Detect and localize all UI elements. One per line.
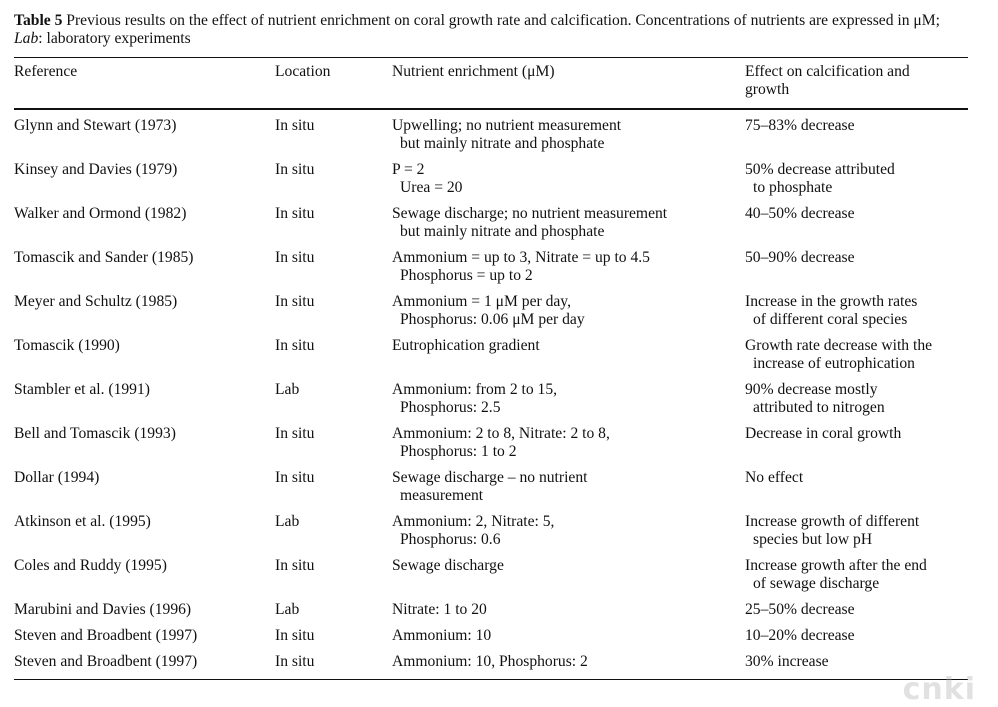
location-text: Lab <box>275 513 300 530</box>
nutrient-line2: but mainly nitrate and phosphate <box>400 134 605 152</box>
table-row <box>14 653 968 679</box>
caption-lab-definition: : laboratory experiments <box>38 30 191 47</box>
cell-reference <box>14 205 275 249</box>
location-text: In situ <box>275 249 315 266</box>
nutrient-line1: Sewage discharge; no nutrient measurement <box>392 205 668 222</box>
reference-text: Tomascik (1990) <box>14 337 120 354</box>
location-text: In situ <box>275 337 315 354</box>
table-row <box>14 469 968 513</box>
table-row <box>14 249 968 293</box>
cell-nutrient <box>392 653 745 679</box>
nutrient-line2: Phosphorus: 0.06 μM per day <box>400 310 585 328</box>
cell-reference <box>14 161 275 205</box>
nutrient-line2: Phosphorus: 0.6 <box>400 530 501 548</box>
cell-location <box>275 425 392 469</box>
nutrient-line1: Ammonium: 2 to 8, Nitrate: 2 to 8, <box>392 425 610 442</box>
cell-nutrient <box>392 513 745 557</box>
table-row <box>14 627 968 653</box>
nutrient-line1: Ammonium: 10 <box>392 627 492 644</box>
effect-line1: Increase in the growth rates <box>745 293 918 310</box>
cell-effect <box>745 249 968 293</box>
cell-nutrient <box>392 205 745 249</box>
table-row <box>14 293 968 337</box>
table-label: Table 5 <box>14 12 63 29</box>
cell-location <box>275 117 392 161</box>
cell-reference <box>14 249 275 293</box>
cell-effect <box>745 601 968 627</box>
cell-location <box>275 601 392 627</box>
header-nutrient: Nutrient enrichment (μM) <box>392 63 555 80</box>
effect-line1: Growth rate decrease with the <box>745 337 933 354</box>
nutrient-line1: Ammonium = 1 μM per day, <box>392 293 571 310</box>
reference-text: Atkinson et al. (1995) <box>14 513 151 530</box>
location-text: In situ <box>275 653 315 670</box>
table-row <box>14 425 968 469</box>
cell-reference <box>14 557 275 601</box>
cell-effect <box>745 557 968 601</box>
cell-nutrient <box>392 249 745 293</box>
location-text: In situ <box>275 469 315 486</box>
cell-nutrient <box>392 557 745 601</box>
effect-line2: species but low pH <box>753 530 873 548</box>
cell-reference <box>14 117 275 161</box>
reference-text: Steven and Broadbent (1997) <box>14 627 198 644</box>
reference-text: Walker and Ormond (1982) <box>14 205 187 222</box>
cell-effect <box>745 337 968 381</box>
cell-effect <box>745 627 968 653</box>
effect-line1: 75–83% decrease <box>745 117 855 134</box>
nutrient-line1: Upwelling; no nutrient measurement <box>392 117 622 134</box>
effect-line2: increase of eutrophication <box>753 354 915 372</box>
cell-nutrient <box>392 117 745 161</box>
cell-effect <box>745 161 968 205</box>
cell-nutrient <box>392 469 745 513</box>
reference-text: Steven and Broadbent (1997) <box>14 653 198 670</box>
caption-text: Previous results on the effect of nutrient enrichment on coral growth rate and calcification. Concentrations of nutrients are expressed in μM; <box>62 12 940 29</box>
top-rule <box>14 57 968 58</box>
header-location: Location <box>275 63 331 80</box>
nutrient-line2: Urea = 20 <box>400 178 463 196</box>
header-row <box>14 63 968 109</box>
table-row <box>14 205 968 249</box>
cell-location <box>275 205 392 249</box>
effect-line1: 50% decrease attributed <box>745 161 895 178</box>
cell-location <box>275 653 392 679</box>
nutrient-line2: measurement <box>400 486 484 504</box>
location-text: Lab <box>275 601 300 618</box>
cell-location <box>275 557 392 601</box>
location-text: In situ <box>275 293 315 310</box>
nutrient-line2: Phosphorus: 2.5 <box>400 398 501 416</box>
cell-reference <box>14 627 275 653</box>
table-body <box>14 109 968 679</box>
nutrient-line1: Eutrophication gradient <box>392 337 540 354</box>
cell-location <box>275 337 392 381</box>
cell-effect <box>745 513 968 557</box>
cell-nutrient <box>392 161 745 205</box>
effect-line1: 25–50% decrease <box>745 601 855 618</box>
effect-line2: attributed to nitrogen <box>753 398 885 416</box>
nutrient-line2: Phosphorus: 1 to 2 <box>400 442 517 460</box>
table-row <box>14 601 968 627</box>
cell-reference <box>14 381 275 425</box>
table-row <box>14 117 968 161</box>
reference-text: Bell and Tomascik (1993) <box>14 425 176 442</box>
effect-line1: Increase growth of different <box>745 513 920 530</box>
location-text: In situ <box>275 205 315 222</box>
effect-line1: 30% increase <box>745 653 829 670</box>
watermark-logo: cnki <box>902 672 976 707</box>
cell-nutrient <box>392 337 745 381</box>
location-text: In situ <box>275 425 315 442</box>
cell-nutrient <box>392 425 745 469</box>
bottom-rule <box>14 679 968 680</box>
table-row <box>14 557 968 601</box>
nutrient-line1: Sewage discharge <box>392 557 504 574</box>
cell-effect <box>745 469 968 513</box>
reference-text: Coles and Ruddy (1995) <box>14 557 167 574</box>
effect-line1: Increase growth after the end <box>745 557 927 574</box>
location-text: In situ <box>275 161 315 178</box>
cell-location <box>275 161 392 205</box>
cell-location <box>275 249 392 293</box>
cell-effect <box>745 381 968 425</box>
caption-lab-term: Lab <box>14 30 39 47</box>
cell-nutrient <box>392 293 745 337</box>
location-text: In situ <box>275 117 315 134</box>
cell-nutrient <box>392 601 745 627</box>
reference-text: Kinsey and Davies (1979) <box>14 161 178 178</box>
table-row <box>14 513 968 557</box>
cell-effect <box>745 425 968 469</box>
effect-line1: 10–20% decrease <box>745 627 855 644</box>
cell-reference <box>14 513 275 557</box>
nutrient-line1: Sewage discharge – no nutrient <box>392 469 588 486</box>
cell-location <box>275 513 392 557</box>
table-caption <box>14 12 970 48</box>
location-text: In situ <box>275 557 315 574</box>
effect-line2: to phosphate <box>753 178 833 196</box>
reference-text: Tomascik and Sander (1985) <box>14 249 194 266</box>
cell-effect <box>745 205 968 249</box>
cell-location <box>275 469 392 513</box>
cell-nutrient <box>392 627 745 653</box>
cell-location <box>275 381 392 425</box>
effect-line1: 50–90% decrease <box>745 249 855 266</box>
cell-reference <box>14 337 275 381</box>
cell-reference <box>14 653 275 679</box>
cell-reference <box>14 601 275 627</box>
reference-text: Dollar (1994) <box>14 469 100 486</box>
nutrient-line1: Ammonium: 10, Phosphorus: 2 <box>392 653 588 670</box>
cell-location <box>275 627 392 653</box>
nutrient-line1: Ammonium: 2, Nitrate: 5, <box>392 513 555 530</box>
reference-text: Marubini and Davies (1996) <box>14 601 192 618</box>
reference-text: Stambler et al. (1991) <box>14 381 150 398</box>
cell-nutrient <box>392 381 745 425</box>
effect-line2: of different coral species <box>753 310 908 328</box>
cell-effect <box>745 117 968 161</box>
nutrient-line2: Phosphorus = up to 2 <box>400 266 533 284</box>
header-effect-line2: growth <box>745 80 790 98</box>
cell-reference <box>14 469 275 513</box>
cell-effect <box>745 293 968 337</box>
header-effect-line1: Effect on calcification and <box>745 63 910 80</box>
cell-location <box>275 293 392 337</box>
effect-line1: 90% decrease mostly <box>745 381 878 398</box>
header-effect <box>745 63 968 109</box>
location-text: In situ <box>275 627 315 644</box>
results-table <box>14 63 968 679</box>
nutrient-line1: P = 2 <box>392 161 425 178</box>
nutrient-line1: Nitrate: 1 to 20 <box>392 601 487 618</box>
table-row <box>14 161 968 205</box>
effect-line1: Decrease in coral growth <box>745 425 902 442</box>
location-text: Lab <box>275 381 300 398</box>
nutrient-line1: Ammonium = up to 3, Nitrate = up to 4.5 <box>392 249 650 266</box>
reference-text: Meyer and Schultz (1985) <box>14 293 178 310</box>
spacer-row <box>14 109 968 117</box>
cell-reference <box>14 425 275 469</box>
reference-text: Glynn and Stewart (1973) <box>14 117 177 134</box>
effect-line1: 40–50% decrease <box>745 205 855 222</box>
nutrient-line2: but mainly nitrate and phosphate <box>400 222 605 240</box>
table-row <box>14 337 968 381</box>
table-row <box>14 381 968 425</box>
header-reference: Reference <box>14 63 78 80</box>
nutrient-line1: Ammonium: from 2 to 15, <box>392 381 558 398</box>
cell-reference <box>14 293 275 337</box>
effect-line1: No effect <box>745 469 804 486</box>
effect-line2: of sewage discharge <box>753 574 880 592</box>
